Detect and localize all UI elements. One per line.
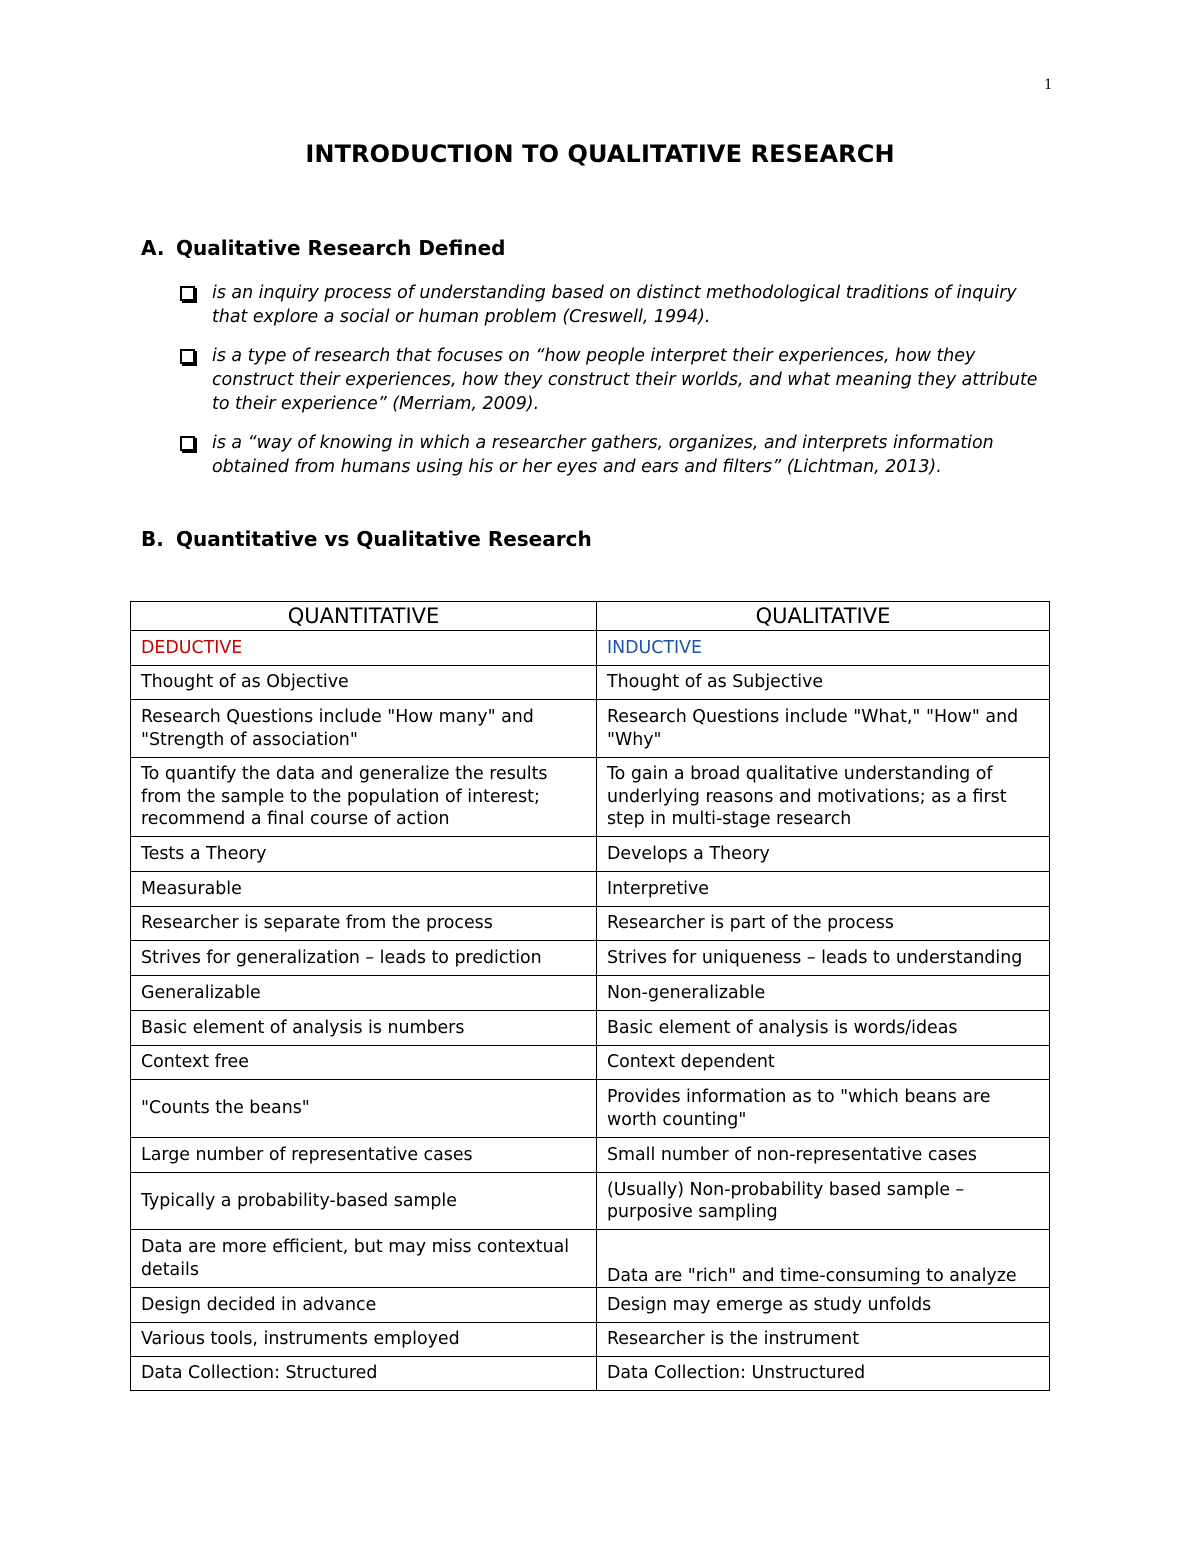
table-row: [131, 1230, 1050, 1288]
qualitative-cell: Data are "rich" and time-consuming to analyze: [597, 1230, 1050, 1288]
label-inductive: INDUCTIVE: [597, 631, 1050, 666]
qualitative-cell: Design may emerge as study unfolds: [597, 1288, 1050, 1323]
definition-item: [176, 431, 1056, 479]
label-deductive: DEDUCTIVE: [131, 631, 597, 666]
table-label-row: [131, 631, 1050, 666]
quantitative-cell: Various tools, instruments employed: [131, 1323, 597, 1357]
definition-item: [176, 281, 1056, 329]
qualitative-cell: Data Collection: Unstructured: [597, 1357, 1050, 1391]
quantitative-cell: "Counts the beans": [131, 1080, 597, 1138]
quantitative-cell: Research Questions include "How many" and "Strength of association": [131, 700, 597, 758]
qualitative-cell: Researcher is the instrument: [597, 1323, 1050, 1357]
quantitative-cell: Data are more efficient, but may miss contextual details: [131, 1230, 597, 1288]
checkbox-bullet-icon: [180, 286, 195, 301]
comparison-table: [130, 601, 1050, 1391]
table-row: [131, 1323, 1050, 1357]
page-number: 1: [1044, 76, 1052, 93]
quantitative-cell: Measurable: [131, 872, 597, 907]
section-b-heading: [141, 527, 592, 551]
table-row: [131, 976, 1050, 1011]
section-a-title: Qualitative Research Defined: [176, 236, 506, 260]
document-title: INTRODUCTION TO QUALITATIVE RESEARCH: [305, 140, 895, 168]
qualitative-cell: Context dependent: [597, 1046, 1050, 1080]
qualitative-cell: Develops a Theory: [597, 837, 1050, 872]
quantitative-cell: Large number of representative cases: [131, 1138, 597, 1173]
definition-text: is a type of research that focuses on “how people interpret their experiences, how they construct their experiences, how they construct their worlds, and what meaning they attribute to their experience” (Merriam, 2009).: [212, 346, 1038, 414]
qualitative-cell: Research Questions include "What," "How" and "Why": [597, 700, 1050, 758]
table-row: [131, 1357, 1050, 1391]
qualitative-cell: Non-generalizable: [597, 976, 1050, 1011]
qualitative-cell: Researcher is part of the process: [597, 907, 1050, 941]
table-header-row: [131, 602, 1050, 631]
header-quantitative: QUANTITATIVE: [131, 602, 597, 631]
quantitative-cell: Strives for generalization – leads to prediction: [131, 941, 597, 976]
quantitative-cell: To quantify the data and generalize the results from the sample to the population of interest; recommend a final course of action: [131, 758, 597, 837]
table-row: [131, 1011, 1050, 1046]
qualitative-cell: Small number of non-representative cases: [597, 1138, 1050, 1173]
quantitative-cell: Thought of as Objective: [131, 666, 597, 700]
quantitative-cell: Typically a probability-based sample: [131, 1173, 597, 1230]
qualitative-cell: Provides information as to "which beans are worth counting": [597, 1080, 1050, 1138]
quantitative-cell: Design decided in advance: [131, 1288, 597, 1323]
checkbox-bullet-icon: [180, 436, 195, 451]
quantitative-cell: Context free: [131, 1046, 597, 1080]
quantitative-cell: Basic element of analysis is numbers: [131, 1011, 597, 1046]
qualitative-cell: (Usually) Non-probability based sample – purposive sampling: [597, 1173, 1050, 1230]
quantitative-cell: Data Collection: Structured: [131, 1357, 597, 1391]
table-row: [131, 837, 1050, 872]
section-a-letter: A.: [141, 236, 165, 260]
definition-list: [176, 281, 1056, 494]
qualitative-cell: Thought of as Subjective: [597, 666, 1050, 700]
definition-text: is an inquiry process of understanding based on distinct methodological traditions of inquiry that explore a social or human problem (Creswell, 1994).: [212, 283, 1017, 327]
section-b-letter: B.: [141, 527, 164, 551]
qualitative-cell: Interpretive: [597, 872, 1050, 907]
qualitative-cell: To gain a broad qualitative understanding of underlying reasons and motivations; as a first step in multi-stage research: [597, 758, 1050, 837]
table-row: [131, 700, 1050, 758]
table-row: [131, 907, 1050, 941]
qualitative-cell: Strives for uniqueness – leads to understanding: [597, 941, 1050, 976]
quantitative-cell: Researcher is separate from the process: [131, 907, 597, 941]
checkbox-bullet-icon: [180, 349, 195, 364]
section-b-title: Quantitative vs Qualitative Research: [176, 527, 592, 551]
table-row: [131, 1080, 1050, 1138]
table-row: [131, 941, 1050, 976]
table-row: [131, 1046, 1050, 1080]
definition-text: is a “way of knowing in which a researcher gathers, organizes, and interprets information obtained from humans using his or her eyes and ears and filters” (Lichtman, 2013).: [212, 433, 994, 477]
header-qualitative: QUALITATIVE: [597, 602, 1050, 631]
table-row: [131, 872, 1050, 907]
section-a-heading: [141, 236, 505, 260]
table-row: [131, 1173, 1050, 1230]
table-row: [131, 1138, 1050, 1173]
table-row: [131, 758, 1050, 837]
definition-item: [176, 344, 1056, 416]
table-row: [131, 1288, 1050, 1323]
table-row: [131, 666, 1050, 700]
quantitative-cell: Tests a Theory: [131, 837, 597, 872]
qualitative-cell: Basic element of analysis is words/ideas: [597, 1011, 1050, 1046]
quantitative-cell: Generalizable: [131, 976, 597, 1011]
